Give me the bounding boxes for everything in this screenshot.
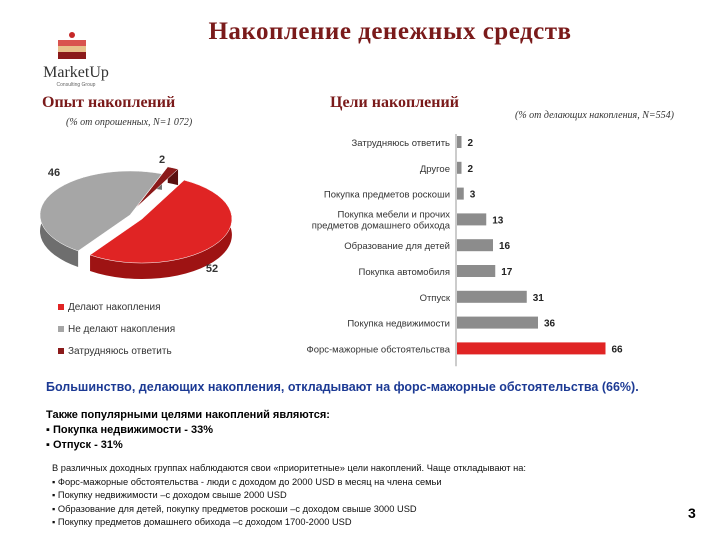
logo-subtitle: Consulting Group: [56, 82, 96, 88]
bar-value-label: 2: [467, 163, 474, 175]
bar-value-label: 3: [469, 189, 476, 201]
legend-swatch: [58, 304, 64, 310]
bar: [457, 291, 527, 303]
bar: [457, 136, 462, 148]
pie-value-label: 2: [158, 154, 166, 166]
bar-value-label: 16: [499, 241, 511, 253]
detail-item: ▪ Образование для детей, покупку предметов роскоши –с доходом свыше 3000 USD: [52, 503, 417, 514]
also-item: ▪ Покупка недвижимости - 33%: [46, 424, 213, 436]
legend-label: Не делают накопления: [68, 323, 176, 335]
bar: [457, 239, 493, 251]
bar-category-label: Покупка предметов роскоши: [323, 189, 450, 201]
detail-item-text: Покупку предметов домашнего обихода –с доходом 1700-2000 USD: [57, 517, 352, 527]
bar: [457, 188, 464, 200]
bar-category-label: Форс-мажорные обстоятельства: [306, 344, 450, 356]
also-item-text: Отпуск - 31%: [52, 439, 123, 451]
also-intro: Также популярными целями накоплений являются:: [46, 409, 330, 421]
bar-category-label: Покупка мебели и прочих: [337, 209, 450, 221]
legend-label: Затрудняюсь ответить: [68, 345, 172, 357]
bar-value-label: 66: [611, 344, 623, 356]
bar-value-label: 17: [501, 267, 513, 278]
bar: [457, 265, 495, 277]
bar-category-label: Отпуск: [419, 292, 450, 304]
legend-label: Делают накопления: [68, 301, 161, 313]
page-title: Накопление денежных средств: [208, 18, 572, 45]
bar-category-label: Образование для детей: [344, 241, 450, 253]
bar-value-label: 36: [544, 318, 556, 330]
pie-note: (% от опрошенных, N=1 072): [66, 117, 193, 128]
legend-item: [58, 318, 175, 340]
bar-category-label: Другое: [419, 163, 450, 175]
legend-swatch: [58, 348, 64, 354]
logo-name: MarketUp: [43, 64, 109, 81]
detail-block: [52, 462, 526, 530]
legend-item: [58, 296, 175, 318]
pie-value-label: 46: [47, 167, 61, 179]
bar: [457, 317, 538, 329]
detail-item-text: Образование для детей, покупку предметов роскоши –с доходом свыше 3000 USD: [57, 503, 417, 514]
also-item-text: Покупка недвижимости - 33%: [52, 424, 213, 436]
detail-item-text: Форс-мажорные обстоятельства - люди с доходом до 2000 USD в месяц на члена семьи: [57, 476, 442, 487]
also-block: [46, 408, 330, 453]
bar-heading: Цели накоплений: [330, 94, 459, 111]
detail-item-text: Покупку недвижимости –с доходом свыше 2000 USD: [57, 490, 287, 500]
also-item: ▪ Отпуск - 31%: [46, 439, 123, 451]
detail-item: ▪ Покупку недвижимости –с доходом свыше 2000 USD: [52, 490, 287, 500]
headline: Большинство, делающих накопления, откладывают на форс-мажорные обстоятельства (66%).: [46, 380, 639, 394]
bar-value-label: 13: [492, 215, 504, 227]
detail-item: ▪ Форс-мажорные обстоятельства - люди с доходом до 2000 USD в месяц на члена семьи: [52, 476, 442, 487]
bar-note: (% от делающих накопления, N=554): [515, 110, 674, 121]
bar-category-label: Затрудняюсь ответить: [351, 138, 450, 149]
legend-swatch: [58, 326, 64, 332]
detail-intro: В различных доходных группах наблюдаются свои «приоритетные» цели накоплений. Чаще откладывают на:: [52, 463, 526, 473]
bar: [457, 342, 606, 354]
bar: [457, 213, 486, 225]
pie-legend: [58, 296, 175, 362]
pie-value-label: 52: [205, 263, 219, 275]
bar-category-label: Покупка автомобиля: [358, 267, 450, 278]
legend-item: [58, 340, 175, 362]
bar: [457, 162, 462, 174]
detail-item: ▪ Покупку предметов домашнего обихода –с доходом 1700-2000 USD: [52, 517, 352, 527]
bar-value-label: 31: [532, 292, 544, 304]
bar-category-label: предметов домашнего обихода: [311, 220, 450, 232]
bar-category-label: Покупка недвижимости: [347, 318, 450, 330]
bar-value-label: 2: [467, 138, 474, 149]
pie-heading: Опыт накоплений: [42, 94, 176, 111]
page-number: 3: [688, 505, 696, 521]
